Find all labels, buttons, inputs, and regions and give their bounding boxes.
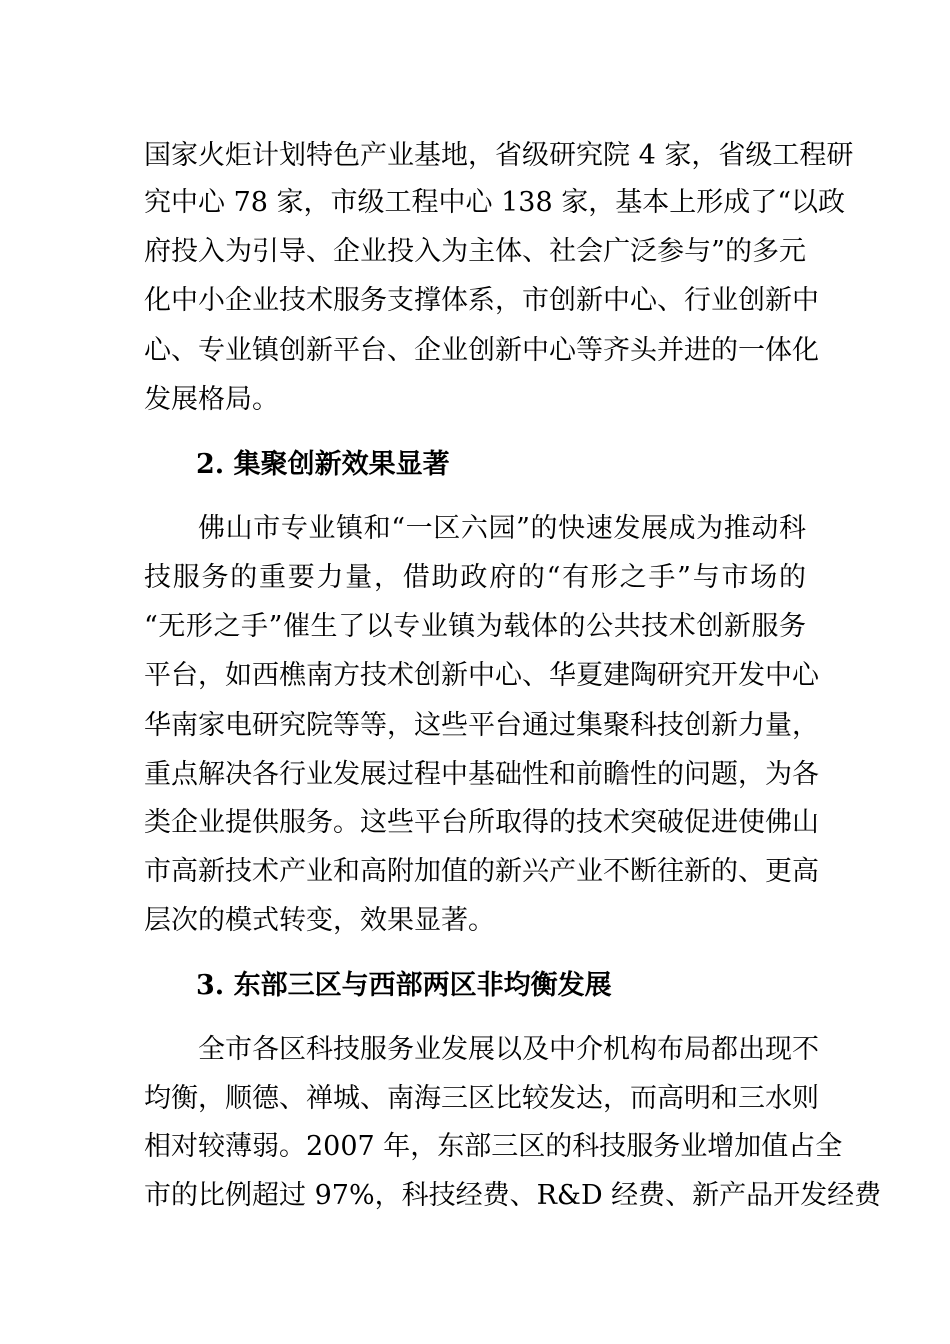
paragraph-line: 均衡，顺德、禅城、南海三区比较发达，而高明和三水则 [144,1083,819,1114]
paragraph-line: 市高新技术产业和高附加值的新兴产业不断往新的、更高 [144,856,819,887]
paragraph-line: 技服务的重要力量，借助政府的“有形之手”与市场的 [144,562,806,593]
paragraph-line: 化中小企业技术服务支撑体系，市创新中心、行业创新中 [144,285,819,316]
section-heading-3: 3. 东部三区与西部两区非均衡发展 [196,970,612,1001]
paragraph-line: 究中心 78 家，市级工程中心 138 家，基本上形成了“以政 [144,187,846,218]
paragraph-line: 国家火炬计划特色产业基地，省级研究院 4 家，省级工程研 [144,140,854,171]
paragraph-line: 发展格局。 [144,384,279,415]
paragraph-line: 平台，如西樵南方技术创新中心、华夏建陶研究开发中心 [144,660,819,691]
paragraph-line: 市的比例超过 97%，科技经费、R&D 经费、新产品开发经费 [144,1180,882,1211]
paragraph-line: 重点解决各行业发展过程中基础性和前瞻性的问题，为各 [144,759,819,790]
section-heading-2: 2. 集聚创新效果显著 [196,449,450,480]
paragraph-line: 府投入为引导、企业投入为主体、社会广泛参与”的多元 [144,236,806,267]
paragraph-line: 相对较薄弱。2007 年，东部三区的科技服务业增加值占全 [144,1131,843,1162]
paragraph-line: 类企业提供服务。这些平台所取得的技术突破促进使佛山 [144,807,819,838]
paragraph-line: 全市各区科技服务业发展以及中介机构布局都出现不 [198,1034,819,1065]
paragraph-line: “无形之手”催生了以专业镇为载体的公共技术创新服务 [144,611,806,642]
paragraph-line: 心、专业镇创新平台、企业创新中心等齐头并进的一体化 [144,335,819,366]
paragraph-line: 华南家电研究院等等，这些平台通过集聚科技创新力量， [144,710,819,741]
paragraph-line: 层次的模式转变，效果显著。 [144,905,495,936]
paragraph-line: 佛山市专业镇和“一区六园”的快速发展成为推动科 [198,513,806,544]
